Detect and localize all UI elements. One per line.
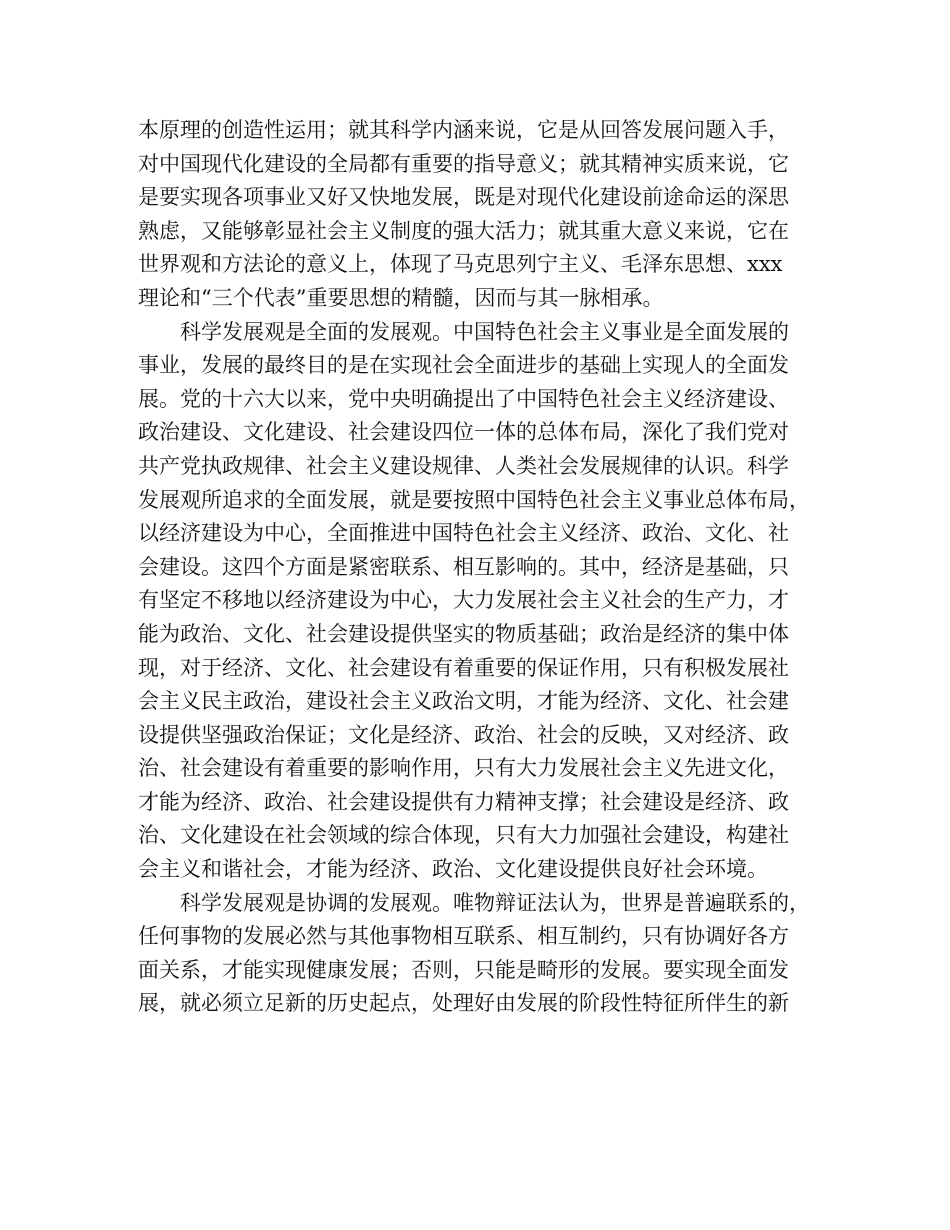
- text-line: 展，就必须立足新的历史起点，处理好由发展的阶段性特征所伴生的新: [138, 991, 789, 1016]
- text-line: 世界观和方法论的意义上，体现了马克思列宁主义、毛泽东思想、xxx: [138, 252, 783, 277]
- text-line: 会主义民主政治，建设社会主义政治文明，才能为经济、文化、社会建: [138, 689, 789, 714]
- paragraph-continuation: [138, 114, 818, 316]
- paragraph-coordinated-development: [138, 887, 818, 1021]
- text-line: 设提供坚强政治保证；文化是经济、政治、社会的反映，又对经济、政: [138, 722, 789, 747]
- text-line: 事业，发展的最终目的是在实现社会全面进步的基础上实现人的全面发: [138, 353, 789, 378]
- text-line: 治、社会建设有着重要的影响作用，只有大力发展社会主义先进文化，: [138, 756, 789, 781]
- paragraph-comprehensive-development: [138, 316, 818, 887]
- text-line: 政治建设、文化建设、社会建设四位一体的总体布局，深化了我们党对: [138, 420, 789, 445]
- text-line: 科学发展观是全面的发展观。中国特色社会主义事业是全面发展的: [180, 319, 789, 344]
- text-line: 发展观所追求的全面发展，就是要按照中国特色社会主义事业总体布局，: [138, 487, 810, 512]
- text-line: 对中国现代化建设的全局都有重要的指导意义；就其精神实质来说，它: [138, 151, 789, 176]
- text-line: 理论和“三个代表”重要思想的精髓，因而与其一脉相承。: [138, 285, 664, 310]
- text-line: 会主义和谐社会，才能为经济、政治、文化建设提供良好社会环境。: [138, 857, 768, 882]
- text-line: 面关系，才能实现健康发展；否则，只能是畸形的发展。要实现全面发: [138, 957, 789, 982]
- text-line: 现，对于经济、文化、社会建设有着重要的保证作用，只有积极发展社: [138, 655, 789, 680]
- body-text: [138, 114, 818, 1021]
- text-line: 展。党的十六大以来，党中央明确提出了中国特色社会主义经济建设、: [138, 386, 789, 411]
- text-line: 以经济建设为中心，全面推进中国特色社会主义经济、政治、文化、社: [138, 521, 789, 546]
- text-line: 共产党执政规律、社会主义建设规律、人类社会发展规律的认识。科学: [138, 453, 789, 478]
- text-line: 本原理的创造性运用；就其科学内涵来说，它是从回答发展问题入手，: [138, 118, 789, 142]
- text-line: 能为政治、文化、社会建设提供坚实的物质基础；政治是经济的集中体: [138, 621, 789, 646]
- text-line: 任何事物的发展必然与其他事物相互联系、相互制约，只有协调好各方: [138, 924, 789, 949]
- text-line: 会建设。这四个方面是紧密联系、相互影响的。其中，经济是基础，只: [138, 554, 789, 579]
- text-line: 有坚定不移地以经济建设为中心，大力发展社会主义社会的生产力，才: [138, 588, 789, 613]
- text-line: 治、文化建设在社会领域的综合体现，只有大力加强社会建设，构建社: [138, 823, 789, 848]
- text-line: 科学发展观是协调的发展观。唯物辩证法认为，世界是普遍联系的，: [180, 890, 810, 915]
- text-line: 是要实现各项事业又好又快地发展，既是对现代化建设前途命运的深思: [138, 185, 789, 210]
- text-line: 才能为经济、政治、社会建设提供有力精神支撑；社会建设是经济、政: [138, 789, 789, 814]
- text-line: 熟虑，又能够彰显社会主义制度的强大活力；就其重大意义来说，它在: [138, 218, 789, 243]
